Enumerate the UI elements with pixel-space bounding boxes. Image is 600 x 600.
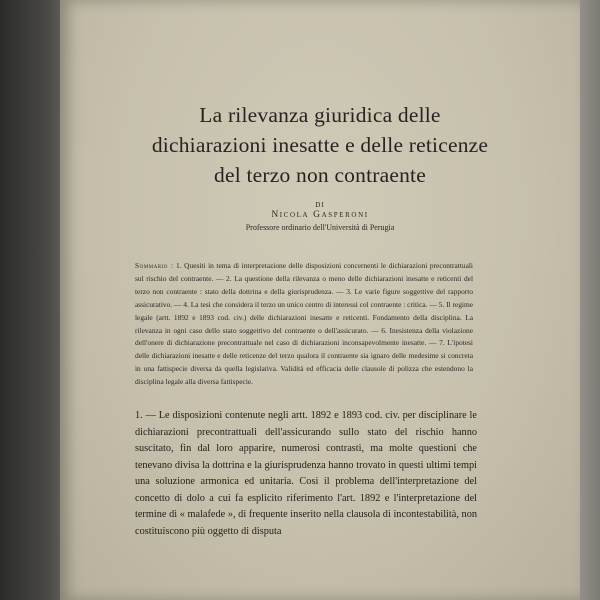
byline-di: DI bbox=[315, 201, 325, 209]
summary-label: Sommario : bbox=[135, 261, 174, 270]
summary-text: 1. Quesiti in tema di interpretazione delle disposizioni concernenti le dichiarazioni precontrattuali sul rischio del contraente. — 2. La questione della rilevanza o meno delle dichiarazioni inesatte e reticenti del terzo non contraente : stato della dottrina e della giurisprudenza. — 3. Le varie figure soggettive del rapporto assicurativo. — 4. La tesi che considera il terzo un unico centro di interessi col contraente : critica. — 5. Il regime legale (artt. 1892 e 1893 cod. civ.) delle dichiarazioni inesatte e reticenti. Fondamento della disciplina. La rilevanza in ogni caso dello stato soggettivo del contraente o dell'assicurato. — 6. Inesistenza della violazione dell'onere di dichiarazione precontrattuale nel caso di dichiarazioni inconsapevolmente inesatte. — 7. L'ipotesi delle dichiarazioni inesatte e delle reticenze del terzo qualora il contraente sia ignaro delle medesime si concreta in una fattispecie diversa da quella legislativa. Validità ed efficacia delle clausole di polizza che estendono la disciplina legale alla diversa fattispecie. bbox=[135, 261, 473, 387]
title-line-3: del terzo non contraente bbox=[214, 163, 426, 187]
author-affiliation: Professore ordinario dell'Università di Perugia bbox=[245, 223, 395, 232]
title-line-2: dichiarazioni inesatte e delle reticenze bbox=[151, 133, 489, 157]
paragraph-1: 1. — Le disposizioni contenute negli artt. 1892 e 1893 cod. civ. per disciplinare le dichiarazioni precontrattuali dell'assicurando sullo stato del rischio hanno suscitato, fin dal loro apparire, numerosi contrasti, ma molte questioni che tenevano divisa la dottrina e la giurisprudenza hanno trovato in questi ultimi tempi una soluzione armonica ed unitaria. Così il problema dell'interpretazione del concetto di dolo a cui fa esplicito riferimento l'art. 1892 e l'interpretazione del termine di « malafede », di frequente inserito nella clausola di incontestabilità, non costituiscono più oggetto di disputa bbox=[135, 410, 477, 537]
summary-block bbox=[135, 260, 473, 389]
author-name: Nicola Gasperoni bbox=[271, 210, 369, 220]
article-title bbox=[60, 100, 580, 190]
body-text bbox=[135, 408, 477, 540]
book-page bbox=[60, 0, 580, 600]
title-line-1: La rilevanza giuridica delle bbox=[199, 103, 441, 127]
